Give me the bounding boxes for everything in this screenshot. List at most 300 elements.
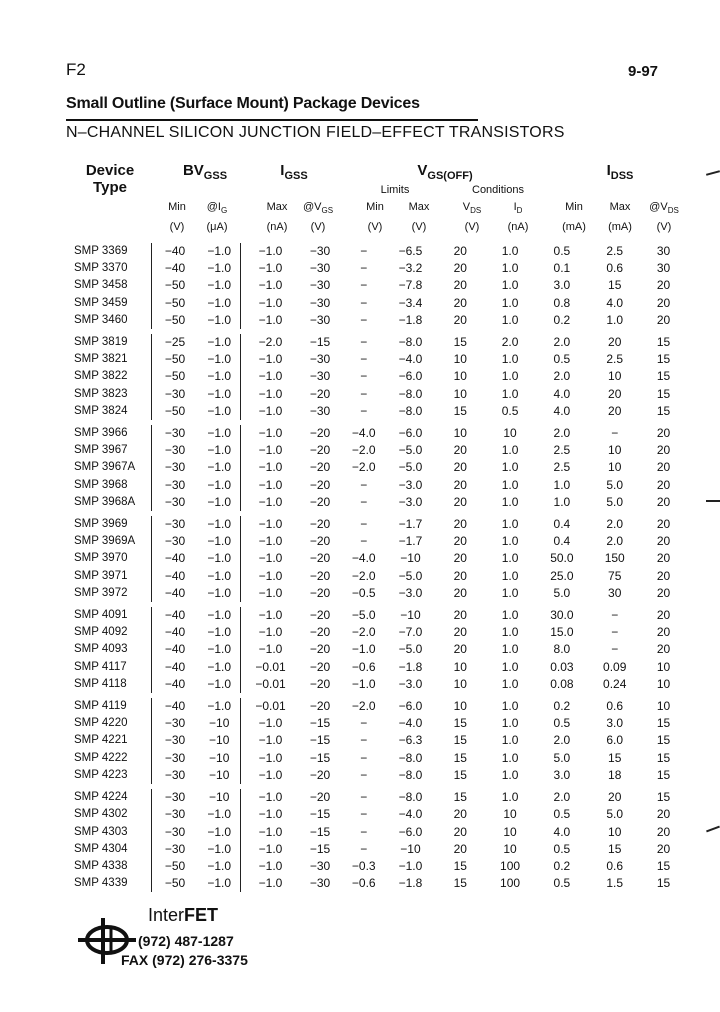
bv-ig-label: $@I_G$	[206, 201, 228, 216]
value-cell: −1.8	[398, 312, 423, 327]
value-cell: 15	[453, 733, 467, 748]
value-cell: 15	[453, 716, 467, 731]
value-cell: 15	[656, 386, 671, 401]
value-cell: −1.0	[207, 460, 232, 475]
value-cell: −1.0	[241, 351, 300, 368]
value-cell: 2.5	[606, 352, 624, 367]
value-cell: −30	[151, 789, 198, 806]
value-cell: −3.0	[398, 585, 423, 600]
value-cell: 0.4	[553, 517, 571, 532]
value-cell: −30	[151, 516, 198, 533]
value-cell: −1.0	[207, 261, 232, 276]
value-cell: −	[360, 261, 368, 276]
value-cell: −	[360, 517, 368, 532]
value-cell: 20	[453, 443, 467, 458]
device-type-cell: SMP 3967	[74, 444, 128, 457]
value-cell: −1.0	[351, 642, 376, 657]
unit: (nA)	[266, 221, 288, 233]
value-cell: −	[611, 426, 619, 441]
value-cell: −1.0	[241, 442, 300, 459]
value-cell: 1.0	[501, 750, 519, 765]
value-cell: −30	[151, 732, 198, 749]
value-cell: −1.0	[207, 278, 232, 293]
value-cell: −1.0	[241, 295, 300, 312]
value-cell: −	[360, 312, 368, 327]
value-cell: −5.0	[398, 460, 423, 475]
value-cell: 20	[656, 551, 671, 566]
device-type-cell: SMP 4118	[74, 677, 127, 690]
value-cell: −8.0	[398, 790, 423, 805]
value-cell: −2.0	[351, 568, 376, 583]
value-cell: 20	[453, 642, 467, 657]
value-cell: −5.0	[351, 608, 376, 623]
value-cell: −20	[309, 517, 331, 532]
table-row	[64, 260, 688, 277]
value-cell: −1.0	[241, 533, 300, 550]
value-cell: 30	[608, 585, 622, 600]
value-cell: −30	[309, 261, 331, 276]
value-cell: 3.0	[553, 278, 571, 293]
value-cell: −2.0	[351, 460, 376, 475]
value-cell: 20	[453, 807, 467, 822]
value-cell: 150	[604, 551, 625, 566]
value-cell: −20	[309, 426, 331, 441]
device-type-cell: SMP 4223	[74, 768, 128, 781]
ig-max-label: Max	[266, 201, 288, 213]
value-cell: −1.0	[241, 732, 300, 749]
value-cell: 10	[608, 824, 622, 839]
value-cell: −1.0	[241, 715, 300, 732]
value-cell: −1.0	[207, 625, 232, 640]
value-cell: 0.6	[606, 261, 624, 276]
value-cell: 8.0	[553, 642, 571, 657]
value-cell: 20	[453, 244, 467, 258]
value-cell: 1.0	[501, 699, 519, 714]
value-cell: 1.0	[501, 568, 519, 583]
value-cell: −1.0	[241, 550, 300, 567]
value-cell: −	[360, 335, 368, 350]
limits-header: Limits	[380, 184, 410, 196]
value-cell: −0.01	[241, 659, 300, 676]
value-cell: 1.0	[553, 477, 571, 492]
value-cell: −30	[151, 750, 198, 767]
value-cell: −15	[309, 824, 331, 839]
value-cell: −1.0	[241, 624, 300, 641]
value-cell: −1.0	[207, 426, 232, 441]
value-cell: −30	[309, 312, 331, 327]
table-row	[64, 676, 688, 693]
device-type-cell: SMP 4338	[74, 859, 128, 872]
device-type-cell: SMP 3968A	[74, 495, 136, 508]
value-cell: −3.0	[398, 494, 423, 509]
value-cell: 0.2	[553, 858, 571, 873]
value-cell: −40	[151, 260, 198, 277]
value-cell: −	[360, 295, 368, 310]
unit: (mA)	[562, 221, 586, 233]
table-row	[64, 477, 688, 494]
device-type-cell: SMP 3370	[74, 262, 128, 275]
value-cell: 18	[608, 767, 622, 782]
value-cell: −6.0	[398, 824, 423, 839]
value-cell: −0.5	[351, 585, 376, 600]
table-row	[64, 516, 688, 533]
device-header	[74, 162, 146, 196]
value-cell: −30	[151, 715, 198, 732]
value-cell: −1.0	[241, 841, 300, 858]
value-cell: 0.24	[603, 676, 627, 691]
value-cell: −1.0	[241, 607, 300, 624]
value-cell: 15	[656, 733, 671, 748]
value-cell: −10	[209, 750, 230, 765]
value-cell: −	[360, 807, 368, 822]
value-cell: −30	[151, 459, 198, 476]
value-cell: −	[360, 278, 368, 293]
value-cell: −	[360, 750, 368, 765]
value-cell: 10	[453, 699, 467, 714]
value-cell: −1.0	[207, 642, 232, 657]
value-cell: −1.0	[207, 386, 232, 401]
value-cell: 1.0	[501, 790, 519, 805]
value-cell: −2.0	[241, 334, 300, 351]
value-cell: 1.0	[501, 477, 519, 492]
value-cell: 20	[656, 278, 671, 293]
device-type-cell: SMP 3369	[74, 245, 128, 257]
value-cell: −1.0	[207, 244, 232, 258]
value-cell: −1.0	[207, 824, 232, 839]
value-cell: 20	[656, 460, 671, 475]
value-cell: −4.0	[398, 807, 423, 822]
value-cell: 20	[453, 477, 467, 492]
value-cell: −	[360, 477, 368, 492]
device-header-label: Device	[85, 162, 135, 179]
value-cell: −1.0	[207, 659, 232, 674]
device-type-cell: SMP 3972	[74, 586, 128, 599]
value-cell: −1.0	[207, 369, 232, 384]
value-cell: 4.0	[553, 403, 571, 418]
value-cell: 15	[608, 278, 622, 293]
table-row	[64, 568, 688, 585]
value-cell: −1.0	[351, 676, 376, 691]
value-cell: −1.0	[241, 585, 300, 602]
value-cell: −10	[209, 733, 230, 748]
table-row	[64, 585, 688, 602]
value-cell: −1.7	[398, 517, 423, 532]
value-cell: −1.0	[207, 352, 232, 367]
value-cell: −15	[309, 841, 331, 856]
value-cell: −0.01	[241, 676, 300, 693]
value-cell: −1.0	[241, 260, 300, 277]
device-type-cell: SMP 4304	[74, 842, 128, 855]
value-cell: −8.0	[398, 767, 423, 782]
table-row	[64, 715, 688, 732]
value-cell: −30	[151, 533, 198, 550]
value-cell: 15	[656, 750, 671, 765]
table-row	[64, 858, 688, 875]
value-cell: 1.0	[501, 551, 519, 566]
value-cell: 2.5	[553, 460, 571, 475]
value-cell: −1.8	[398, 876, 423, 891]
value-cell: 20	[453, 517, 467, 532]
value-cell: 20	[453, 295, 467, 310]
value-cell: 6.0	[606, 733, 624, 748]
value-cell: 1.0	[501, 642, 519, 657]
value-cell: −1.0	[241, 425, 300, 442]
value-cell: −1.0	[207, 841, 232, 856]
value-cell: −1.0	[241, 767, 300, 784]
value-cell: 1.0	[501, 295, 519, 310]
value-cell: −	[360, 352, 368, 367]
unit: (V)	[169, 221, 185, 233]
value-cell: −3.0	[398, 676, 423, 691]
igss-header: $I_{GSS}$	[280, 162, 308, 182]
table-row	[64, 425, 688, 442]
value-cell: 15	[656, 858, 671, 873]
device-type-cell: SMP 3822	[74, 370, 128, 383]
value-cell: −	[360, 403, 368, 418]
table-row	[64, 243, 688, 260]
page-date: 9-97	[628, 63, 659, 80]
value-cell: 15	[453, 403, 467, 418]
value-cell: 1.0	[501, 352, 519, 367]
value-cell: 20	[453, 625, 467, 640]
type-header-label: Type	[93, 179, 127, 196]
value-cell: 15	[656, 790, 671, 805]
value-cell: −1.0	[398, 858, 423, 873]
device-type-cell: SMP 3458	[74, 279, 128, 292]
value-cell: −30	[151, 494, 198, 511]
value-cell: −1.0	[207, 676, 232, 691]
value-cell: −20	[309, 534, 331, 549]
value-cell: −20	[309, 767, 331, 782]
value-cell: −4.0	[398, 352, 423, 367]
value-cell: −6.0	[398, 369, 423, 384]
value-cell: −10	[209, 790, 230, 805]
device-type-cell: SMP 3968	[74, 478, 128, 491]
value-cell: 2.0	[553, 733, 571, 748]
value-cell: −	[360, 841, 368, 856]
value-cell: −1.0	[241, 789, 300, 806]
device-type-cell: SMP 3819	[74, 336, 128, 349]
value-cell: 2.0	[501, 335, 519, 350]
value-cell: 10	[453, 386, 467, 401]
table-row	[64, 607, 688, 624]
value-cell: −4.0	[398, 716, 423, 731]
value-cell: 0.8	[553, 295, 571, 310]
value-cell: −1.7	[398, 534, 423, 549]
value-cell: 20	[453, 494, 467, 509]
value-cell: −3.2	[398, 261, 423, 276]
value-cell: 10	[453, 426, 467, 441]
value-cell: −6.5	[398, 244, 423, 258]
value-cell: 2.0	[553, 369, 571, 384]
value-cell: 1.0	[501, 767, 519, 782]
value-cell: 1.0	[553, 494, 571, 509]
value-cell: 10	[503, 841, 517, 856]
page-subtitle: N–CHANNEL SILICON JUNCTION FIELD–EFFECT TRANSISTORS	[66, 124, 565, 141]
value-cell: 30	[656, 244, 671, 258]
value-cell: −0.6	[351, 659, 376, 674]
value-cell: −4.0	[351, 551, 376, 566]
table-row	[64, 386, 688, 403]
value-cell: 1.0	[501, 460, 519, 475]
value-cell: −20	[309, 642, 331, 657]
value-cell: 20	[656, 295, 671, 310]
value-cell: 20	[453, 278, 467, 293]
table-row	[64, 295, 688, 312]
value-cell: −15	[309, 733, 331, 748]
value-cell: −3.4	[398, 295, 423, 310]
value-cell: −	[360, 790, 368, 805]
value-cell: −1.0	[241, 641, 300, 658]
value-cell: −	[611, 642, 619, 657]
value-cell: −20	[309, 625, 331, 640]
value-cell: −25	[151, 334, 198, 351]
value-cell: 10	[453, 659, 467, 674]
value-cell: 100	[500, 876, 521, 891]
device-type-cell: SMP 4220	[74, 717, 128, 730]
device-type-cell: SMP 3966	[74, 427, 128, 440]
value-cell: 2.5	[553, 443, 571, 458]
value-cell: −1.0	[207, 585, 232, 600]
value-cell: −1.0	[241, 806, 300, 823]
device-type-cell: SMP 3967A	[74, 461, 136, 474]
device-type-cell: SMP 4339	[74, 877, 128, 890]
value-cell: 20	[453, 608, 467, 623]
table-row	[64, 732, 688, 749]
device-type-cell: SMP 4221	[74, 734, 128, 747]
value-cell: 20	[656, 443, 671, 458]
value-cell: −30	[309, 278, 331, 293]
value-cell: −1.0	[241, 750, 300, 767]
value-cell: 15	[453, 335, 467, 350]
value-cell: 0.6	[606, 858, 624, 873]
value-cell: 1.0	[501, 386, 519, 401]
value-cell: −1.0	[207, 477, 232, 492]
value-cell: −1.0	[207, 517, 232, 532]
value-cell: −1.0	[207, 699, 232, 714]
value-cell: 20	[608, 790, 622, 805]
value-cell: 3.0	[553, 767, 571, 782]
margin-mark	[706, 500, 720, 502]
value-cell: −0.3	[351, 858, 376, 873]
value-cell: −50	[151, 875, 198, 892]
value-cell: −2.0	[351, 443, 376, 458]
value-cell: −20	[309, 676, 331, 691]
value-cell: −50	[151, 858, 198, 875]
table-row	[64, 659, 688, 676]
table-row	[64, 459, 688, 476]
value-cell: −1.0	[207, 312, 232, 327]
value-cell: −30	[309, 295, 331, 310]
value-cell: 75	[608, 568, 622, 583]
device-type-cell: SMP 3821	[74, 353, 128, 366]
device-type-cell: SMP 3823	[74, 387, 128, 400]
value-cell: −0.6	[351, 876, 376, 891]
value-cell: −30	[309, 244, 331, 258]
value-cell: 20	[453, 551, 467, 566]
value-cell: 15	[453, 750, 467, 765]
value-cell: −50	[151, 351, 198, 368]
value-cell: −30	[309, 352, 331, 367]
table-row	[64, 750, 688, 767]
value-cell: −1.0	[241, 403, 300, 420]
unit: (nA)	[507, 221, 529, 233]
device-type-cell: SMP 3459	[74, 296, 128, 309]
value-cell: 0.6	[606, 699, 624, 714]
device-type-cell: SMP 3969	[74, 518, 128, 531]
value-cell: −1.0	[241, 516, 300, 533]
value-cell: 20	[453, 841, 467, 856]
value-cell: −20	[309, 477, 331, 492]
value-cell: 10	[656, 699, 671, 714]
table-row	[64, 806, 688, 823]
device-type-cell: SMP 3970	[74, 552, 128, 565]
device-type-cell: SMP 3969A	[74, 535, 136, 548]
value-cell: 3.0	[606, 716, 624, 731]
value-cell: 15	[453, 767, 467, 782]
value-cell: 4.0	[553, 386, 571, 401]
value-cell: 1.0	[501, 676, 519, 691]
value-cell: 20	[656, 534, 671, 549]
value-cell: 5.0	[553, 750, 571, 765]
value-cell: 20	[608, 335, 622, 350]
value-cell: −8.0	[398, 403, 423, 418]
value-cell: −50	[151, 312, 198, 329]
value-cell: −10	[209, 767, 230, 782]
value-cell: 1.0	[501, 659, 519, 674]
value-cell: −15	[309, 807, 331, 822]
value-cell: 50.0	[550, 551, 574, 566]
value-cell: −30	[151, 806, 198, 823]
value-cell: 20	[656, 517, 671, 532]
page-title: Small Outline (Surface Mount) Package Devices	[66, 95, 420, 112]
value-cell: 15	[656, 716, 671, 731]
value-cell: 20	[656, 824, 671, 839]
value-cell: 0.03	[550, 659, 574, 674]
value-cell: −1.0	[241, 858, 300, 875]
value-cell: 1.0	[501, 534, 519, 549]
table-row	[64, 277, 688, 294]
value-cell: 10	[608, 443, 622, 458]
unit: (V)	[367, 221, 383, 233]
value-cell: 15	[656, 403, 671, 418]
value-cell: −40	[151, 607, 198, 624]
value-cell: 0.5	[553, 352, 571, 367]
value-cell: 1.0	[501, 517, 519, 532]
value-cell: −1.0	[241, 477, 300, 494]
value-cell: 20	[656, 585, 671, 600]
value-cell: −20	[309, 659, 331, 674]
value-cell: −10	[400, 551, 421, 566]
value-cell: −10	[209, 716, 230, 731]
table-row	[64, 550, 688, 567]
value-cell: 20	[656, 841, 671, 856]
value-cell: −8.0	[398, 750, 423, 765]
table-row	[64, 351, 688, 368]
value-cell: 2.0	[606, 517, 624, 532]
margin-mark	[706, 170, 720, 176]
unit: (μA)	[206, 221, 228, 233]
value-cell: −20	[309, 386, 331, 401]
value-cell: −1.0	[241, 824, 300, 841]
table-row	[64, 698, 688, 715]
value-cell: 15	[608, 841, 622, 856]
value-cell: −1.8	[398, 659, 423, 674]
value-cell: 20	[656, 625, 671, 640]
value-cell: −15	[309, 750, 331, 765]
margin-mark	[706, 826, 720, 833]
value-cell: −	[360, 494, 368, 509]
